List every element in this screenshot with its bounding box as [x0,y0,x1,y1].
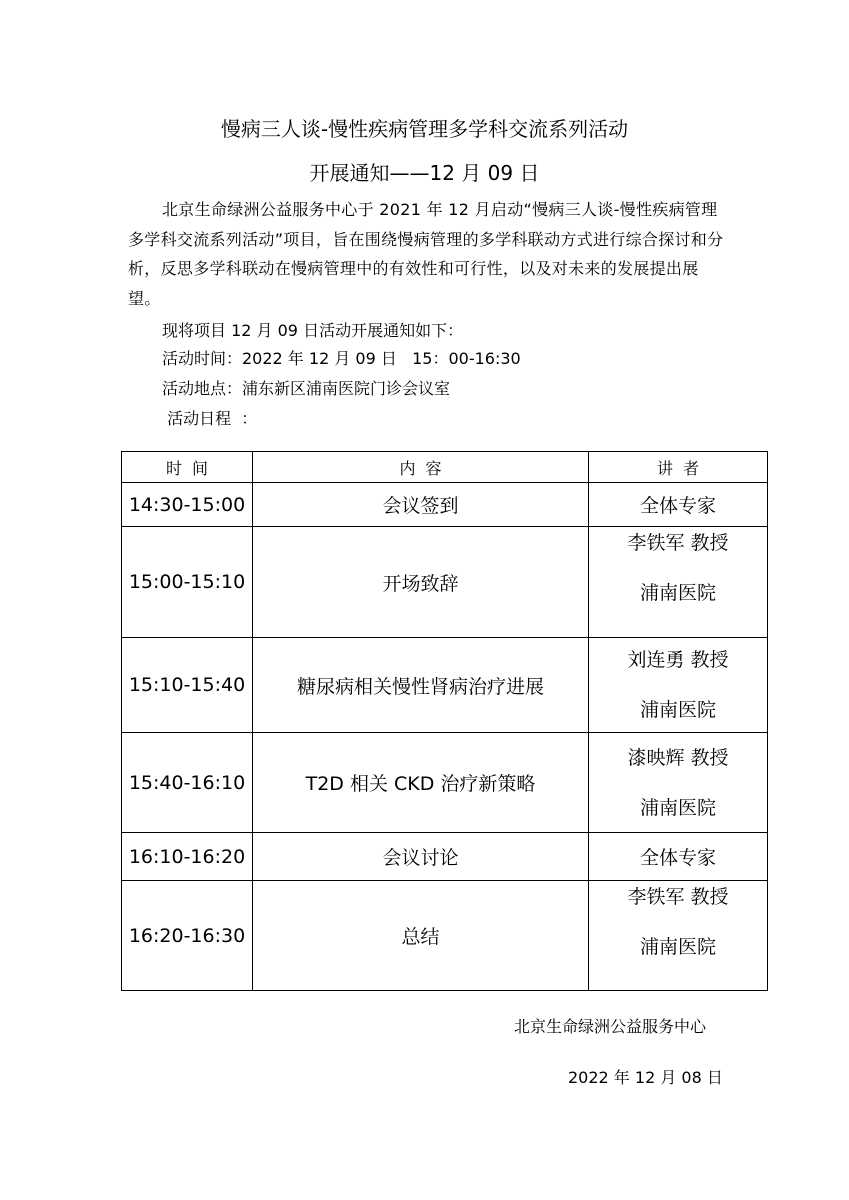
row-content: 会议签到 [253,483,589,527]
intro-paragraph: 北京生命绿洲公益服务中心于 2021 年 12 月启动“慢病三人谈-慢性疾病管理多学科交流系列活动”项目，旨在围绕慢病管理的多学科联动方式进行综合探讨和分析，反思多学科联动在慢病管理中的有效性和可行性，以及对未来的发展提出展望。 [128,200,724,308]
event-time: 活动时间：2022 年 12 月 09 日 15：00-16:30 [162,349,521,368]
row-time: 16:10-16:20 [122,833,253,881]
signature-org: 北京生命绿洲公益服务中心 [514,1017,707,1036]
table-row [122,638,768,733]
row-time: 15:40-16:10 [122,733,253,833]
row-time: 16:20-16:30 [122,881,253,991]
header-content: 内容 [253,452,589,483]
event-place: 活动地点：浦东新区浦南医院门诊会议室 [162,379,451,398]
row-speaker-org: 浦南医院 [639,796,716,819]
row-speaker-cell [589,527,768,638]
row-speaker: 刘连勇 教授 [627,649,729,671]
table-row [122,483,768,527]
row-speaker: 全体专家 [589,833,768,881]
title-line-1: 慢病三人谈-慢性疾病管理多学科交流系列活动 [220,117,629,141]
row-speaker-cell [589,881,768,991]
schedule-label: 活动日程 ： [162,409,258,428]
row-speaker-org: 浦南医院 [639,699,716,721]
row-speaker: 全体专家 [589,483,768,527]
row-time: 14:30-15:00 [122,483,253,527]
row-speaker: 李铁军 教授 [627,532,729,554]
table-row [122,833,768,881]
signature-date: 2022 年 12 月 08 日 [568,1068,723,1087]
row-content: 开场致辞 [253,527,589,638]
row-speaker-cell [589,733,768,833]
row-speaker: 李铁军 教授 [627,885,729,908]
notice-line: 现将项目 12 月 09 日活动开展通知如下： [162,321,464,340]
row-speaker-cell [589,638,768,733]
row-speaker: 漆映辉 教授 [627,746,729,769]
row-content: 糖尿病相关慢性肾病治疗进展 [253,638,589,733]
row-speaker-org: 浦南医院 [639,582,716,604]
row-content: 会议讨论 [253,833,589,881]
schedule-table [121,451,768,991]
table-row [122,527,768,638]
table-row [122,881,768,991]
header-time: 时间 [122,452,253,483]
title-line-2: 开展通知——12 月 09 日 [309,161,540,185]
row-content: T2D 相关 CKD 治疗新策略 [253,733,589,833]
row-time: 15:00-15:10 [122,527,253,638]
table-header-row [122,452,768,483]
row-speaker-org: 浦南医院 [639,935,716,958]
header-speaker: 讲者 [589,452,768,483]
table-row [122,733,768,833]
row-time: 15:10-15:40 [122,638,253,733]
row-content: 总结 [253,881,589,991]
